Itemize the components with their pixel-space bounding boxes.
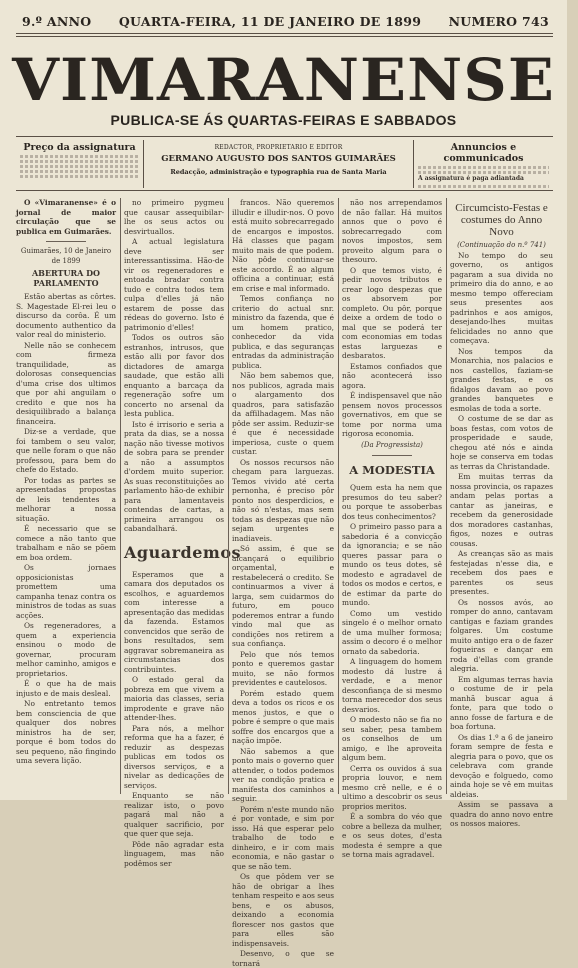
paragraph: Não bem sabemos que, nos publicos, agrada mais o alargamento dos quadros, para satisfazão da affilhadagem. Mas não pôde ser assim. Reduzir-se é que é necessidade imperiosa, custe o quem custar. bbox=[232, 371, 334, 456]
year-label: 9.º ANNO bbox=[22, 13, 92, 29]
source-credit: (Da Progressista) bbox=[361, 440, 423, 449]
column-5 bbox=[450, 198, 553, 828]
info-top-rule bbox=[16, 136, 553, 137]
header-rule bbox=[16, 33, 553, 34]
ads-box bbox=[414, 140, 553, 188]
paragraph: Isto é irrisorio e seria a prata da dias, se a nossa nação não tivesse motivos de sobra para se prender a não a assumptos d'ordem muito superior. As suas reconstituições ao parlamento hão-de exhibir para lamentaveis contendas de cartas, a primeira arrangou os cabandalhará. bbox=[124, 419, 224, 533]
paragraph: Quem esta ha nem que presumos do teu saber? ou porque te assoberbas dos teus conhecimentos? bbox=[342, 483, 442, 521]
paragraph: Em muitas terras da nossa provincia, os rapazes andam pelas portas a cantar as janeiras, e recebem da generosidade dos moradores castanhas, figos, nozes e outras cousas. bbox=[450, 472, 553, 548]
paragraph: No tempo do seu governo, os antigos pagaram a sua divida no primeiro dia do anno, e ao mesmo tempo offereciam seus presentes aos padrinhos e aos amigos, desejando-lhes muitas felicidades no anno que começava. bbox=[450, 250, 553, 345]
paragraph: No entretanto temos bem consciencia de que qualquer dos nobres ministros ha de ser, porque é bom todos do seu pequeno, não fingindo uma severa lição. bbox=[16, 699, 116, 765]
column-divider bbox=[338, 198, 339, 794]
circumcisto-heading: Circumcisto-Festas e costumes do Anno Novo bbox=[455, 202, 548, 238]
paragraph: Os dias 1.º a 6 de janeiro foram sempre de festa e alegria para o povo, que os celebrava com grande devoção e folguedo, como ainda hoje se vê em muitas aldeias. bbox=[450, 732, 553, 799]
issue-date: QUARTA-FEIRA, 11 DE JANEIRO DE 1899 bbox=[118, 13, 422, 29]
paragraph: Desenvo, o que se tornará bbox=[232, 949, 334, 968]
paragraph: não nos arrependamos de não fallar. Há muitos annos que o povo é sobrecarregado com novos impostos, sem proveito algum para o thesouro. bbox=[342, 198, 442, 264]
ads-title: Annuncios e communicados bbox=[443, 142, 524, 164]
info-bottom-rule bbox=[16, 190, 553, 191]
editor-name: GERMANO AUGUSTO DOS SANTOS GUIMARÃES bbox=[161, 154, 396, 164]
paragraph: É necessario que se comece a não tanto que trabalham e não se põem em boa ordem. bbox=[16, 524, 116, 562]
editor-box bbox=[144, 140, 414, 188]
paragraph: Os que pôdem ver se hão de obrigar a lhes tenham respeito e aos seus bens, e os abusos, deixando a economia florescer nos gastos que para elles são indispensaveis. bbox=[232, 872, 335, 948]
paragraph: Assim se passava a quadra do anno novo entre os nossos maiores. bbox=[450, 800, 553, 828]
paragraph: Pelo que nós temos ponto e queremos gastar muito, se não formos previdentes e cautelosos. bbox=[232, 649, 334, 687]
column-divider bbox=[228, 198, 229, 794]
paragraph: O que temos visto, é pedir novos tributos e crear logo despezas que os absorvem por completo. Ou pôr, porque deixe a ordem de todo o mal que se poderá ter com economias em todas estas larguezas e desbaratos. bbox=[342, 265, 442, 360]
paragraph: O modesto não se fia no seu saber, pesa tambem os conselhos de um amigo, e lhe aproveita algum bem. bbox=[342, 715, 442, 762]
paragraph: As creanças são as mais festejadas n'esse dia, e recebem dos paes e parentes os seus presentes. bbox=[450, 549, 553, 596]
paragraph: É indispensavel que não pensem novos processos governativos, em que se tome por norma uma rigorosa economia. bbox=[342, 391, 442, 438]
subscription-box bbox=[16, 140, 144, 188]
paragraph: O costume de se dar as boas festas, com votos de prosperidade e saude, chegou até nós e ainda hoje se conserva em todas as terras da Christandade. bbox=[450, 414, 553, 471]
header-line bbox=[22, 12, 549, 30]
intro-paragraph: O «Vimaranense» é o jornal de maior circulação que se publica em Guimarães. bbox=[16, 198, 116, 236]
editor-label: REDACTOR, PROPRIETARIO E EDITOR bbox=[214, 144, 343, 151]
paragraph: A actual legislatura deve ser interessantissima. Hão-de vir os regeneradores e entoada bradar contra tudo e contra todos tem culpa d'elles já não estarem de posse das rédeas do governo. Isto é patrimonio d'elles! bbox=[124, 237, 224, 332]
paragraph: Os nossos avós, ao romper do anno, cantavam cantigas e faziam grandes folgares. Um costume muito antigo era o de fazer fogueiras e dançar em roda d'ellas com grande alegria. bbox=[450, 597, 553, 673]
continuation-note: (Continuação do n.º 741) bbox=[457, 241, 546, 249]
paragraph: Estamos confiados que não acontecerá isso agora. bbox=[342, 361, 442, 390]
paragraph: Os jornaes opposicionistas promettem uma campanha tenaz contra os ministros de todas as suas acções. bbox=[16, 563, 116, 620]
paragraph: Pôde não agradar esta linguagem, mas não podêmos ser bbox=[124, 839, 224, 868]
ads-note: A assignatura é paga adiantada bbox=[418, 175, 524, 182]
article-heading: ABERTURA DO PARLAMENTO bbox=[31, 268, 101, 288]
paragraph: Porém n'este mundo não é por vontade, e sim por isso. Há que esperar pelo trabalho de todo e dinheiro, e ir com mais economia, e não gastar o que se não tem. bbox=[232, 804, 334, 871]
office-address: Redacção, administração e typographia rua de Santa Maria bbox=[170, 168, 387, 176]
column-4 bbox=[342, 198, 442, 859]
paragraph: Como um vestido singelo é o melhor ornato de uma mulher formosa; assim o decoro é o melhor ornato da sabedoria. bbox=[342, 608, 442, 656]
column-1 bbox=[16, 198, 116, 794]
column-divider bbox=[120, 198, 121, 794]
masthead-title: VIMARANENSE bbox=[12, 46, 555, 114]
paragraph: O primeiro passo para a sabedoria é a convicção da ignorancia; e se não queres passar para o mundo os teus dotes, sê modesto e agradavel de todos os modos e certos, e de estimar da parte do mundo. bbox=[342, 522, 442, 607]
subscription-title: Preço da assignatura bbox=[23, 142, 136, 153]
paragraph: É a sombra do véo que cobre a belleza da mulher, e os seus dotes, d'esta modesta é sempre a que se torna mais agradavel. bbox=[342, 812, 442, 859]
paragraph: no primeiro pygmeu que causar assequibilar-lhe os seus actos ou desvirtuallos. bbox=[124, 198, 224, 236]
paragraph: Não sabemos a que ponto mais o governo quer attender, o todos podemos ver na condição pratica e manifesta dos caminhos a seguir. bbox=[232, 746, 334, 803]
paragraph: Temos confiança no criterio do actual snr. ministro da fazenda, que é um homem pratico, conhecedor da vida publica, e das seguranças entradas da administração publica. bbox=[232, 294, 334, 370]
paragraph: Nelle não se conhecem com firmeza tranquilidade, as dolorosas consequencias d'uma crise dos ultimos que por ahi anguilam o credito e que nos ha desiquilibrado a balança financeira. bbox=[16, 340, 116, 426]
column-2 bbox=[124, 198, 242, 868]
header-rule-2 bbox=[16, 36, 553, 37]
paragraph: Os nossos recursos não chegam para larguezas. Temos vivido até certa pernonha, é preciso pôr ponto nos desperdicios, e não só n'estas, mas sem todas as despezas que não sejam urgentes e inadiaveis. bbox=[232, 457, 334, 543]
paragraph: Cerra os ouvidos á sua propria louvor, e nem mesmo crê nelle, e é o ultimo a descobrir os seus proprios meritos. bbox=[342, 763, 442, 811]
paragraph: Todos os outros são estranhos, intrusos, que estão alli por favor dos dictadores de amarga saudade, que estão alli enquanto a barcaça da regeneração sofre um concerto no arsenal da lesta publica. bbox=[124, 333, 224, 418]
paragraph: Porém estado quem deva a todos os ricos e os menos justos, e que o pobre é sempre o que mais soffre dos encargos que a nação impõe. bbox=[232, 688, 334, 745]
column-3 bbox=[232, 198, 335, 968]
dateline: Guimarães, 10 de Janeiro de 1899 bbox=[20, 247, 112, 265]
paragraph: Em algumas terras havia o costume de ir pela manhã buscar agua á fonte, para que todo o anno fosse de fartura e de boa fortuna. bbox=[450, 674, 553, 731]
paragraph: Nos tempos da Monarchia, nos palacios e nos castellos, faziam-se grandes festas, e os fidalgos davam ao povo grandes banquetes e esmolas de toda a sorte. bbox=[450, 346, 553, 413]
info-box bbox=[16, 140, 553, 188]
paragraph: O estado geral da pobreza em que vivem a maioria das classes, seria improdente e grave não attender-lhes. bbox=[124, 675, 224, 722]
paragraph: Para nós, a melhor reforma que ha a fazer, é reduzir as despezas publicas em todos os diversos serviços, e a nivelar as dedicações de serviços. bbox=[124, 723, 224, 790]
paragraph: É o que ha de mais injusto e de mais desleal. bbox=[16, 679, 116, 698]
paragraph: Só assim, é que se alcançará o equilibrio orçamental, e restabelecerá o credito. Se continuarmos a viver á larga, sem cuidarmos do futuro, em pouco poderemos entrar a fundo vindo mal que as condições nos retirem a sua confiança. bbox=[232, 544, 334, 648]
column-divider bbox=[446, 198, 447, 794]
paragraph: francos. Não queremos illudir e illudir-nos. O povo está muito sobrecarregado de encargos e impostos. Há classes que pagam muito mais de que podem. Não pôde continuar-se este accordo. É ao algum officina a continuar, está em crise e mal informado. bbox=[232, 198, 334, 293]
issue-number: NUMERO 743 bbox=[448, 13, 549, 29]
paragraph: Os regeneradores, a quem a experiencia ensinou o modo de governar, procuram melhor caminho, amigos e proprietarios. bbox=[16, 621, 116, 678]
modestia-heading: A MODESTIA bbox=[349, 463, 435, 477]
paragraph: Esperamos que a camara dos deputados os escolhos, e aguardemos com interesse a apresentação das medidas da fazenda. Estamos convencidos que serão de bons resultados, sem aggravar sobremaneira as circumstancias dos contribuintes. bbox=[124, 569, 224, 674]
paragraph: Enquanto se não realizar isto, o povo pagará mal não a qualquer sacrificio, por que quer que seja. bbox=[124, 791, 224, 838]
aguardemos-heading: Aguardemos bbox=[124, 542, 242, 562]
paragraph: Por todas as partes se apresentadas propostas de leis tendentes a melhorar a nossa situação. bbox=[16, 475, 116, 523]
paragraph: Estão abertas as côrtes. S. Magestade El-rei leu o discurso da corôa. É um documento authentico da valor real do ministerio. bbox=[16, 292, 116, 339]
paragraph: A linguagem do homem modesto dá lustre á verdade, e a menor desconfiança de si mesmo torna merecedor dos seus desvarios. bbox=[342, 657, 442, 714]
paragraph: Diz-se a verdade, que foi tambem o seu valor, que nelle foram o que não professou, para bem do chefe do Estado. bbox=[16, 427, 116, 474]
article-columns bbox=[16, 198, 553, 968]
masthead-subtitle: PUBLICA-SE ÁS QUARTAS-FEIRAS E SABBADOS bbox=[110, 112, 457, 128]
